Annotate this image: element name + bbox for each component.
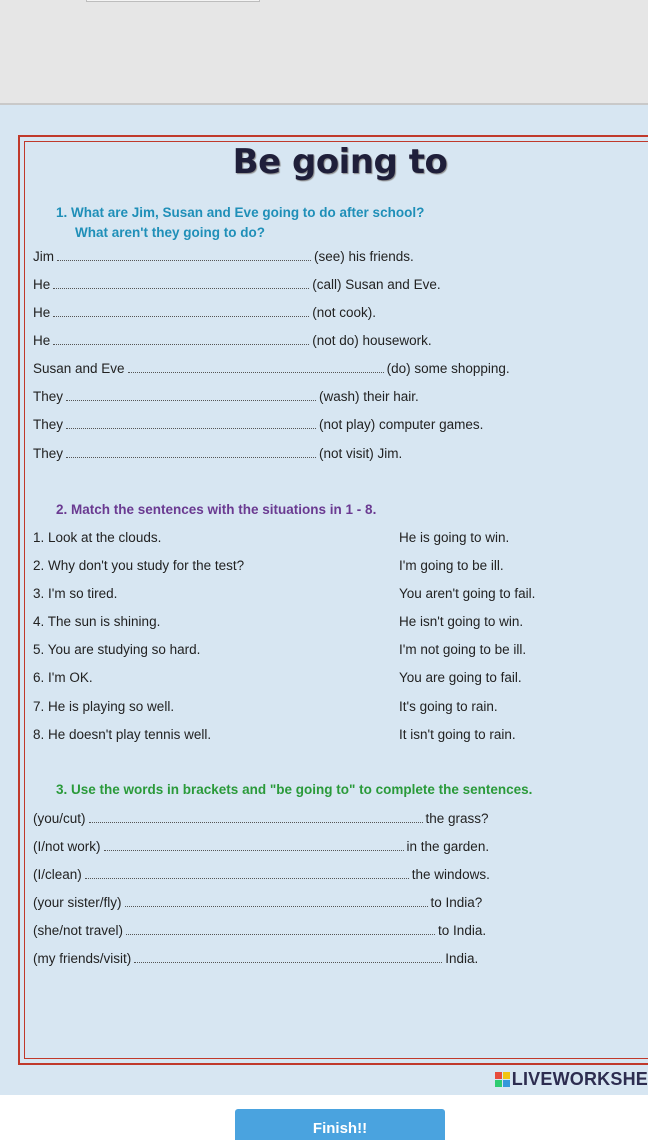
answer-blank[interactable] (66, 454, 316, 458)
s3-end: in the garden. (406, 839, 490, 854)
answer-blank[interactable] (128, 369, 384, 373)
s1-line-7 (33, 417, 483, 432)
s3-line-1 (33, 811, 489, 826)
liveworksheets-logo[interactable] (495, 1069, 648, 1090)
answer-blank[interactable] (125, 903, 428, 907)
s2-right-7[interactable]: It's going to rain. (399, 699, 498, 714)
s1-line-6 (33, 389, 419, 404)
s3-prompt: (your sister/fly) (33, 895, 122, 910)
s3-line-3 (33, 867, 490, 882)
s3-prompt: (my friends/visit) (33, 951, 132, 966)
liveworksheets-logo-text: LIVEWORKSHE (511, 1069, 648, 1089)
s3-prompt: (I/not work) (33, 839, 101, 854)
s1-subject: He (33, 277, 51, 292)
s2-left-7: 7. He is playing so well. (33, 699, 175, 714)
s3-prompt: (she/not travel) (33, 923, 124, 938)
s1-verb: (not play) computer games. (319, 417, 484, 432)
s2-right-8[interactable]: It isn't going to rain. (399, 727, 516, 742)
answer-blank[interactable] (57, 257, 311, 261)
s3-line-5 (33, 923, 486, 938)
answer-blank[interactable] (89, 819, 423, 823)
s1-subject: He (33, 333, 51, 348)
s2-left-2: 2. Why don't you study for the test? (33, 558, 245, 573)
s1-line-5 (33, 361, 510, 376)
s2-right-6[interactable]: You are going to fail. (399, 670, 522, 685)
s1-subject: They (33, 417, 64, 432)
page-title: Be going to (232, 142, 448, 182)
s1-line-4 (33, 333, 432, 348)
s1-line-3 (33, 305, 376, 320)
s3-line-6 (33, 951, 478, 966)
s1-verb: (wash) their hair. (319, 389, 419, 404)
s3-end: the grass? (425, 811, 489, 826)
answer-blank[interactable] (53, 285, 309, 289)
s2-left-6: 6. I'm OK. (33, 670, 93, 685)
s1-verb: (not cook). (312, 305, 377, 320)
s2-left-1: 1. Look at the clouds. (33, 530, 162, 545)
section3-heading: 3. Use the words in brackets and "be going to" to complete the sentences. (56, 782, 533, 797)
answer-blank[interactable] (53, 341, 309, 345)
s2-left-3: 3. I'm so tired. (33, 586, 118, 601)
s1-subject: Susan and Eve (33, 361, 125, 376)
s2-right-4[interactable]: He isn't going to win. (399, 614, 524, 629)
s1-line-2 (33, 277, 441, 292)
s3-prompt: (you/cut) (33, 811, 86, 826)
section2-heading: 2. Match the sentences with the situations in 1 - 8. (56, 502, 377, 517)
answer-blank[interactable] (134, 959, 442, 963)
s1-line-1 (33, 249, 414, 264)
s1-verb: (call) Susan and Eve. (312, 277, 441, 292)
section1-heading-line1: 1. What are Jim, Susan and Eve going to do after school? (56, 205, 425, 220)
s1-subject: He (33, 305, 51, 320)
finish-button[interactable]: Finish!! (235, 1109, 445, 1140)
s1-line-8 (33, 446, 402, 461)
s3-line-2 (33, 839, 489, 854)
answer-blank[interactable] (66, 425, 316, 429)
s3-end: to India? (430, 895, 483, 910)
answer-blank[interactable] (53, 313, 309, 317)
answer-blank[interactable] (104, 847, 404, 851)
s2-left-8: 8. He doesn't play tennis well. (33, 727, 212, 742)
top-input-field[interactable] (86, 0, 260, 2)
answer-blank[interactable] (66, 397, 316, 401)
top-toolbar (0, 0, 648, 104)
s1-verb: (not do) housework. (312, 333, 432, 348)
s2-right-5[interactable]: I'm not going to be ill. (399, 642, 527, 657)
s1-subject: Jim (33, 249, 54, 264)
s1-subject: They (33, 389, 64, 404)
s2-right-3[interactable]: You aren't going to fail. (399, 586, 536, 601)
s2-right-2[interactable]: I'm going to be ill. (399, 558, 504, 573)
s3-prompt: (I/clean) (33, 867, 82, 882)
s3-end: to India. (438, 923, 487, 938)
s3-line-4 (33, 895, 482, 910)
section1-heading (56, 203, 424, 243)
s1-subject: They (33, 446, 64, 461)
s1-verb: (do) some shopping. (386, 361, 510, 376)
s1-verb: (see) his friends. (314, 249, 414, 264)
s2-right-1[interactable]: He is going to win. (399, 530, 510, 545)
answer-blank[interactable] (126, 931, 435, 935)
s3-end: India. (445, 951, 479, 966)
s1-verb: (not visit) Jim. (319, 446, 403, 461)
s2-left-4: 4. The sun is shining. (33, 614, 161, 629)
liveworksheets-logo-icon (495, 1072, 510, 1087)
answer-blank[interactable] (85, 875, 409, 879)
section1-heading-line2: What aren't they going to do? (75, 225, 265, 240)
s2-left-5: 5. You are studying so hard. (33, 642, 201, 657)
s3-end: the windows. (411, 867, 490, 882)
